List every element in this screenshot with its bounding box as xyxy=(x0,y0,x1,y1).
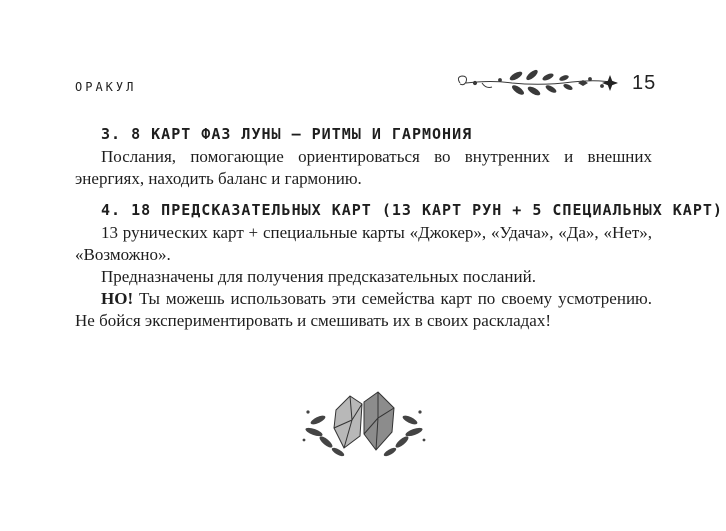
page-body xyxy=(75,122,723,332)
paragraph-runic-cards: 13 рунических карт + специальные карты «Джокер», «Удача», «Да», «Нет», «Возможно». xyxy=(75,223,652,264)
paragraph-note xyxy=(75,288,652,332)
floral-branch-icon xyxy=(452,66,622,100)
section-heading-prediction-cards: 4. 18 ПРЕДСКАЗАТЕЛЬНЫХ КАРТ (13 КАРТ РУН + 5 СПЕЦИАЛЬНЫХ КАРТ) xyxy=(101,201,723,219)
note-bold-prefix: НО! xyxy=(101,289,134,308)
page-number: 15 xyxy=(632,72,657,94)
paragraph-prediction-purpose: Предназначены для получения предсказательных посланий. xyxy=(101,267,536,286)
section-heading-moon-phases: 3. 8 КАРТ ФАЗ ЛУНЫ — РИТМЫ И ГАРМОНИЯ xyxy=(101,125,473,143)
note-text: Ты можешь использовать эти семейства карт по своему усмотрению. Не бойся экспериментировать и смешивать их в своих раскладах! xyxy=(75,289,652,330)
crystal-leaves-icon xyxy=(298,388,430,462)
paragraph-moon-phases: Послания, помогающие ориентироваться во внутренних и внешних энергиях, находить баланс и гармонию. xyxy=(75,147,652,188)
running-header-title: ОРАКУЛ xyxy=(75,80,137,94)
